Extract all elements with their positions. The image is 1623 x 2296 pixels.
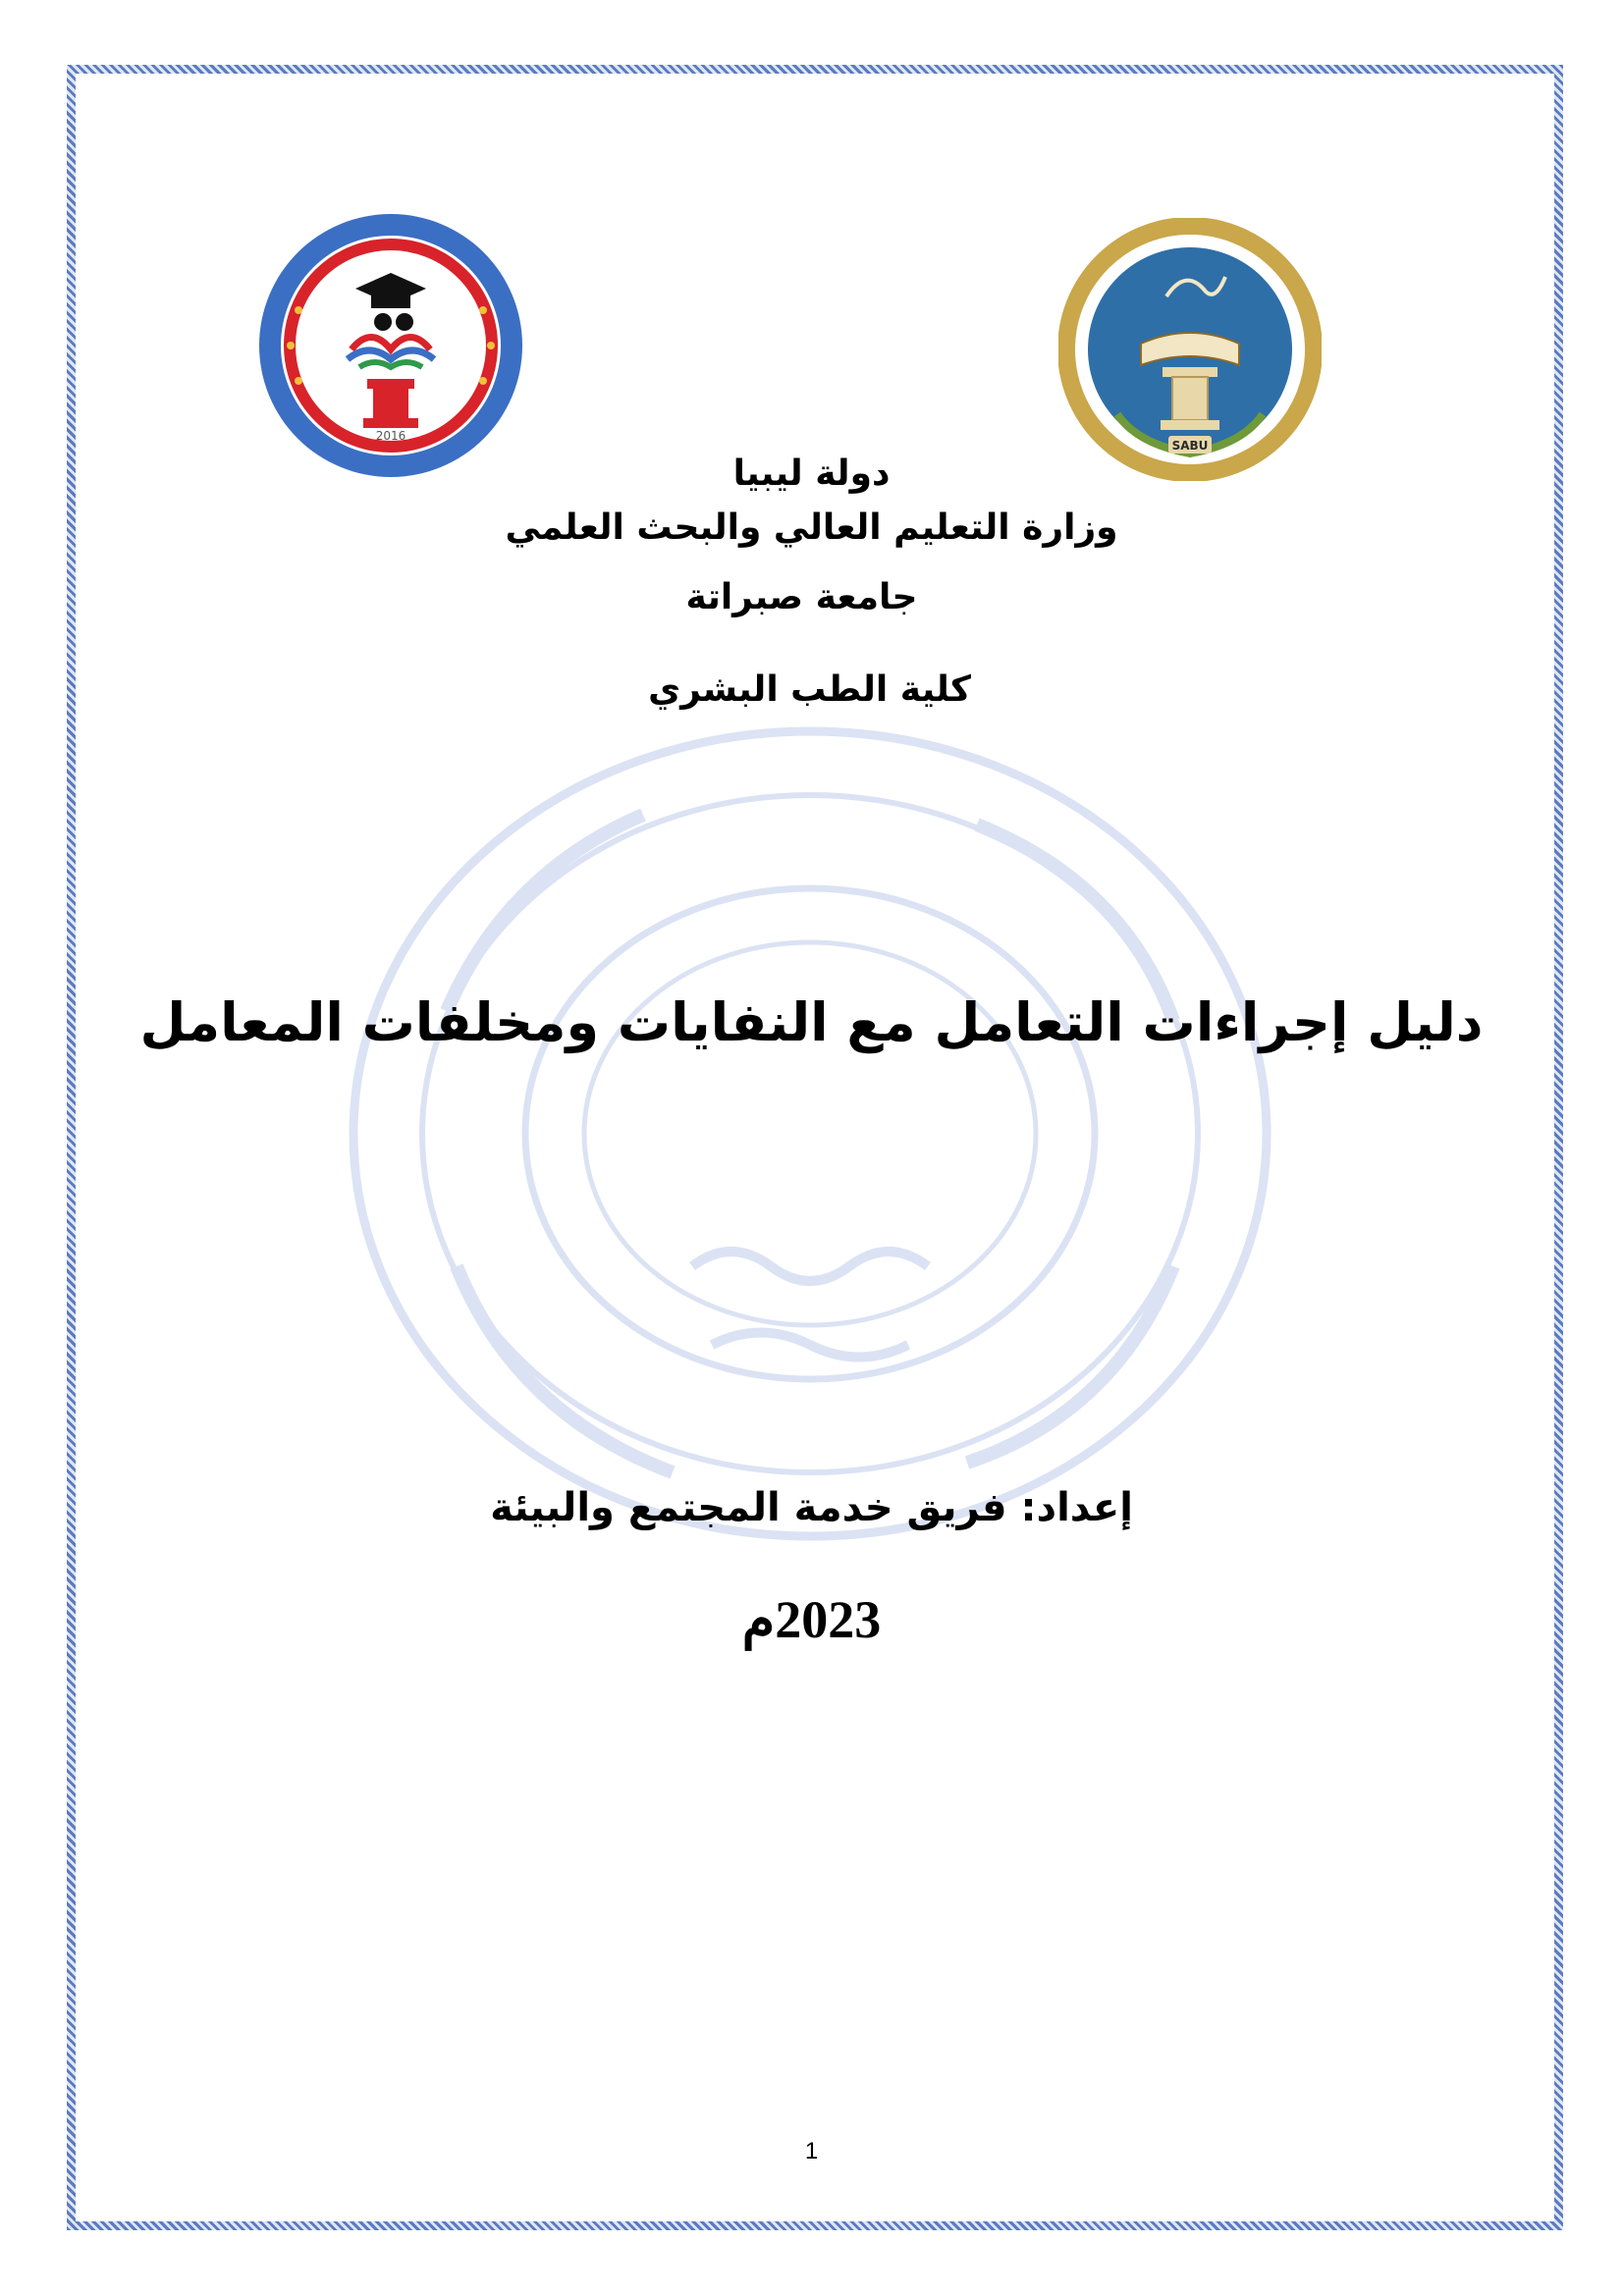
state-name: دولة ليبيا [732, 454, 891, 494]
page-number: 1 [804, 2138, 819, 2164]
stamp-watermark [339, 717, 1281, 1551]
logo-year: 2016 [375, 429, 406, 443]
faculty-of-medicine-logo [257, 212, 524, 479]
document-year: 2023م [741, 1590, 882, 1649]
sabratha-university-logo [1058, 218, 1322, 481]
logo-badge: SABU [1171, 439, 1209, 453]
author-line: إعداد: فريق خدمة المجتمع والبيئة [490, 1485, 1133, 1530]
faculty-name: كلية الطب البشري [648, 669, 971, 710]
university-name: جامعة صبراتة [685, 577, 918, 617]
document-title: دليل إجراءات التعامل مع النفايات ومخلفات المعامل [139, 991, 1484, 1053]
ministry-name: وزارة التعليم العالي والبحث العلمي [505, 507, 1118, 548]
